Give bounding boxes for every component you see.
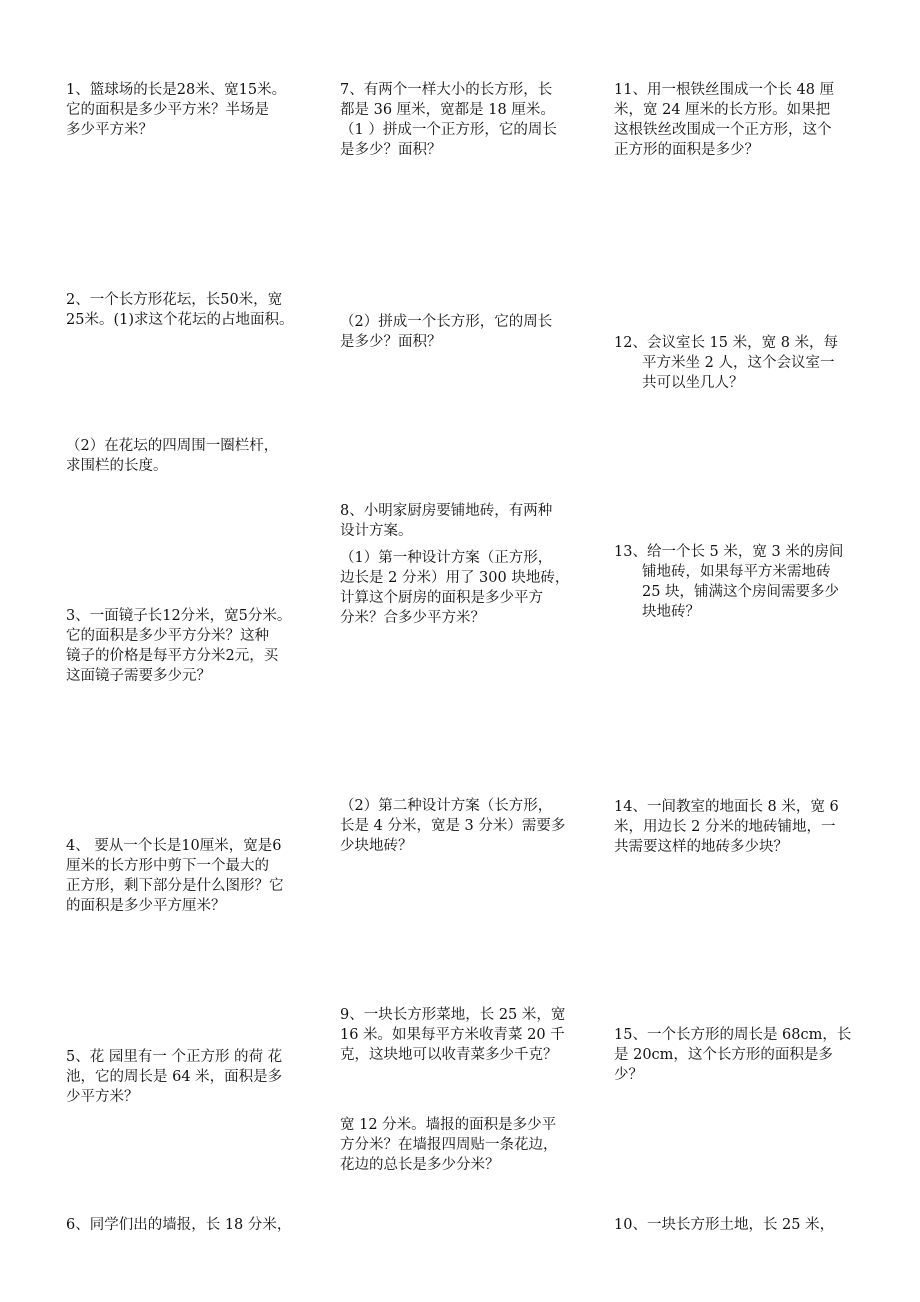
problem-10: 10、一块长方形土地，长 25 米， bbox=[614, 1217, 835, 1233]
problem-3: 3、一面镜子长12分米，宽5分米。 它的面积是多少平方分米？这种 镜子的价格是每平方分米2元，买 这面镜子需要多少元？ bbox=[66, 608, 292, 684]
problem-8-part-1: （1）第一种设计方案（正方形， 边长是 2 分米）用了 300 块地砖， 计算这个厨房的面积是多少平方 分米？合多少平方米？ bbox=[340, 550, 570, 626]
problem-14: 14、一间教室的地面长 8 米，宽 6 米，用边长 2 分米的地砖铺地，一 共需要这样的地砖多少块？ bbox=[614, 799, 839, 855]
problem-13: 13、给一个长 5 米，宽 3 米的房间 铺地砖，如果每平方米需地砖 25 块，铺满这个房间需要多少 块地砖？ bbox=[614, 544, 844, 620]
problem-6: 6、同学们出的墙报，长 18 分米， bbox=[66, 1217, 292, 1233]
problem-7-part-2: （2）拼成一个长方形，它的周长 是多少？面积？ bbox=[340, 314, 553, 350]
problem-8: 8、小明家厨房要铺地砖，有两种 设计方案。 bbox=[340, 503, 553, 539]
problem-5: 5、花 园里有一 个正方形 的荷 花 池，它的周长是 64 米，面积是多 少平方米？ bbox=[66, 1049, 283, 1105]
problem-4: 4、 要从一个长是10厘米，宽是6 厘米的长方形中剪下一个最大的 正方形，剩下部分是什么图形？它 的面积是多少平方厘米？ bbox=[66, 838, 284, 914]
problem-1: 1、篮球场的长是28米、宽15米。 它的面积是多少平方米？半场是 多少平方米？ bbox=[66, 82, 287, 138]
problem-12: 12、会议室长 15 米，宽 8 米，每 平方米坐 2 人，这个会议室一 共可以坐几人？ bbox=[614, 335, 839, 391]
problem-7: 7、有两个一样大小的长方形，长 都是 36 厘米，宽都是 18 厘米。 （1 ）拼成一个正方形，它的周长 是多少？面积？ bbox=[340, 82, 557, 158]
problem-2-part-2: （2）在花坛的四周围一圈栏杆， 求围栏的长度。 bbox=[66, 438, 279, 474]
problem-9: 9、一块长方形菜地，长 25 米，宽 16 米。如果每平方米收青菜 20 千 克，这块地可以收青菜多少千克？ bbox=[340, 1007, 566, 1063]
problem-11: 11、用一根铁丝围成一个长 48 厘 米，宽 24 厘米的长方形。如果把 这根铁丝改围成一个正方形，这个 正方形的面积是多少？ bbox=[614, 82, 835, 158]
problem-2: 2、一个长方形花坛，长50米，宽 25米。(1)求这个花坛的占地面积。 bbox=[66, 292, 294, 328]
problem-6-continued: 宽 12 分米。墙报的面积是多少平 方分米？在墙报四周贴一条花边， 花边的总长是多少分米？ bbox=[340, 1117, 558, 1173]
problem-8-part-2: （2）第二种设计方案（长方形， 长是 4 分米，宽是 3 分米）需要多 少块地砖？ bbox=[340, 798, 566, 854]
problem-15: 15、一个长方形的周长是 68cm，长 是 20cm，这个长方形的面积是多 少？ bbox=[614, 1027, 852, 1083]
